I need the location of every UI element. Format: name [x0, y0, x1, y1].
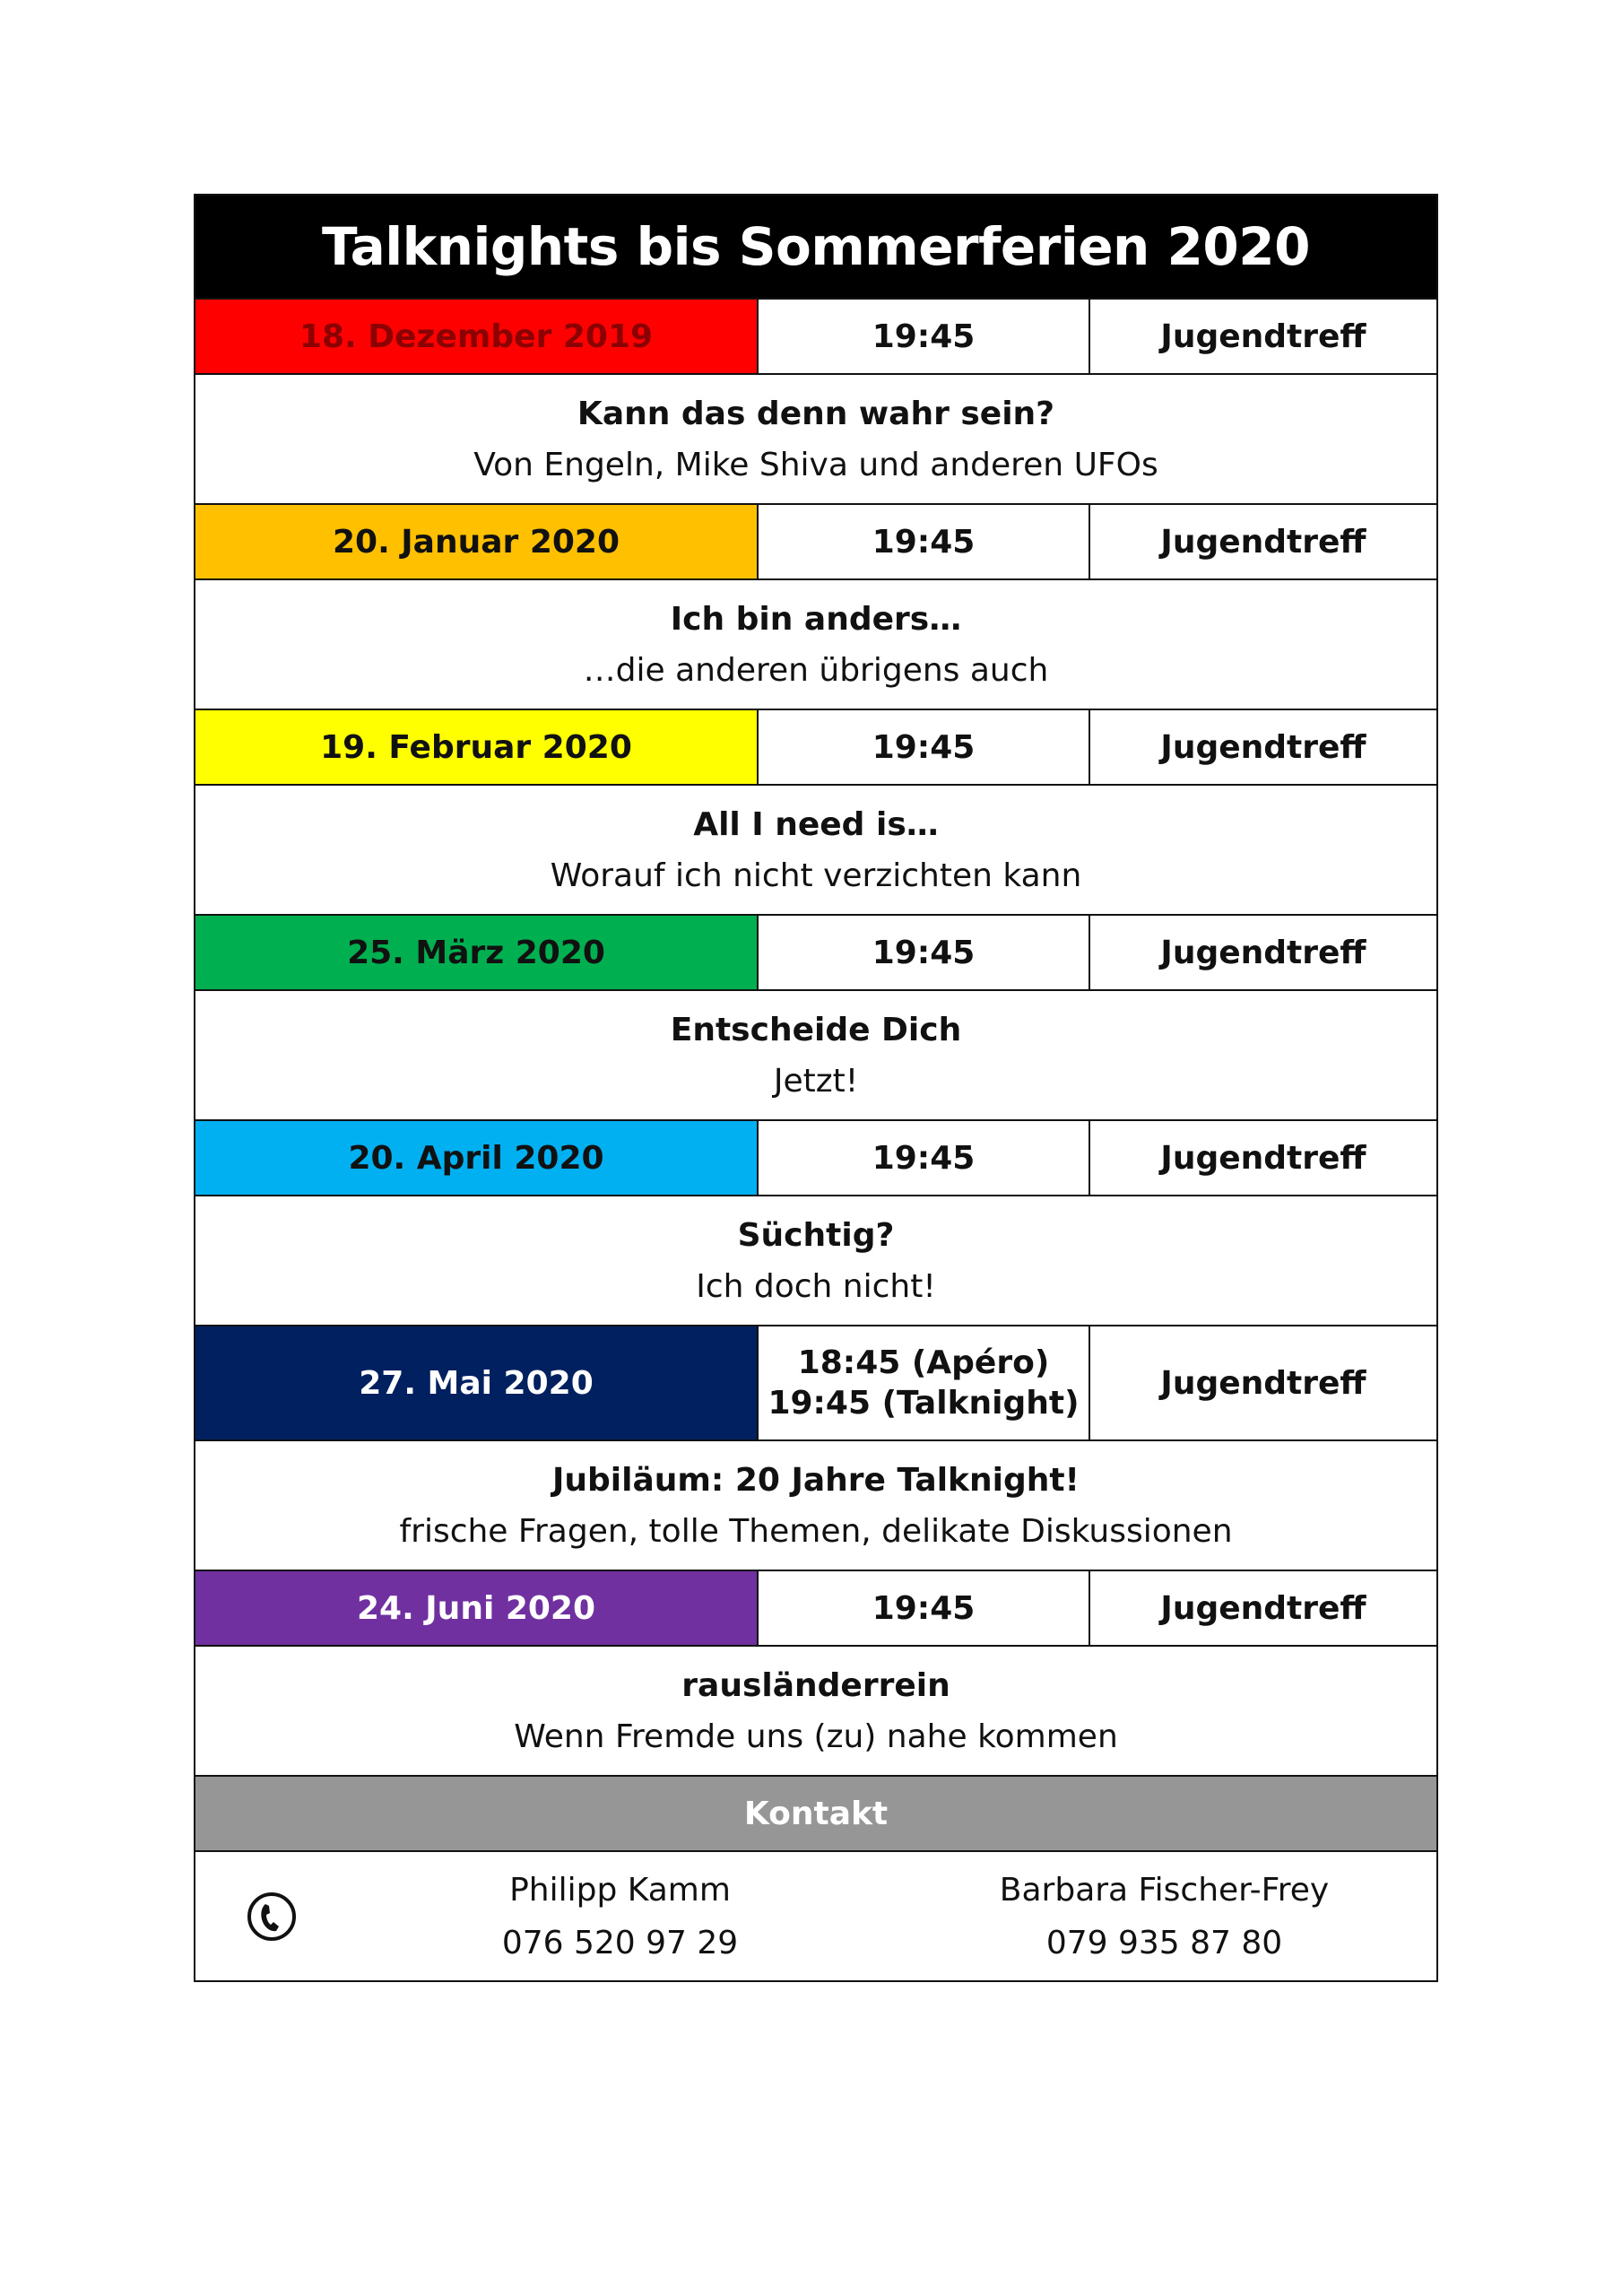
contact-person [892, 1872, 1436, 1961]
event-topic-row [195, 1645, 1436, 1775]
event-topic-row [195, 1195, 1436, 1325]
event-place: Jugendtreff [1160, 728, 1366, 766]
contact-row [195, 1850, 1436, 1980]
event-time: 19:45 [759, 916, 1090, 989]
event-subtitle: Ich doch nicht! [696, 1267, 936, 1305]
event-time: 19:45 [759, 1121, 1090, 1195]
event-topic-row [195, 373, 1436, 503]
event-place: Jugendtreff [1160, 317, 1366, 355]
event-date: 20. April 2020 [195, 1121, 759, 1195]
contact-name: Philipp Kamm [509, 1871, 731, 1909]
event-date: 20. Januar 2020 [195, 505, 759, 578]
event-time [759, 1326, 1090, 1439]
event-time: 19:45 [759, 1571, 1090, 1645]
event-topic-row [195, 1439, 1436, 1570]
contact-heading: Kontakt [195, 1775, 1436, 1850]
event-topic: Entscheide Dich [670, 1011, 962, 1048]
event-subtitle: …die anderen übrigens auch [583, 651, 1049, 689]
event-topic: Jubiläum: 20 Jahre Talknight! [552, 1461, 1080, 1499]
event-time: 19:45 [759, 300, 1090, 373]
contact-person [348, 1872, 892, 1961]
event-date: 19. Februar 2020 [195, 710, 759, 784]
contact-phone: 076 520 97 29 [501, 1924, 739, 1961]
event-time-apero: 18:45 (Apéro) [797, 1344, 1050, 1381]
event-subtitle: Worauf ich nicht verzichten kann [550, 857, 1082, 894]
event-topic-row [195, 578, 1436, 709]
event-date: 25. März 2020 [195, 916, 759, 989]
event-header-row [195, 1325, 1436, 1439]
contact-phone: 079 935 87 80 [1045, 1924, 1283, 1961]
event-time: 19:45 [759, 710, 1090, 784]
event-subtitle: Jetzt! [773, 1062, 859, 1100]
event-date: 18. Dezember 2019 [195, 300, 759, 373]
event-date: 27. Mai 2020 [195, 1326, 759, 1439]
contact-name: Barbara Fischer-Frey [999, 1871, 1330, 1909]
event-topic: rausländerrein [681, 1666, 950, 1704]
event-place: Jugendtreff [1160, 1589, 1366, 1627]
event-time: 19:45 [759, 505, 1090, 578]
event-subtitle: frische Fragen, tolle Themen, delikate Diskussionen [399, 1512, 1233, 1550]
event-time-talknight: 19:45 (Talknight) [768, 1385, 1080, 1422]
event-header-row [195, 914, 1436, 989]
event-topic-row [195, 784, 1436, 914]
event-header-row [195, 709, 1436, 784]
event-subtitle: Von Engeln, Mike Shiva und anderen UFOs [473, 446, 1158, 483]
event-topic: Kann das denn wahr sein? [577, 395, 1055, 432]
phone-icon [195, 1891, 348, 1943]
schedule-table [194, 194, 1438, 1982]
event-place: Jugendtreff [1160, 523, 1366, 561]
event-place: Jugendtreff [1160, 1364, 1366, 1402]
event-topic: All I need is… [693, 805, 939, 843]
event-topic: Süchtig? [737, 1216, 895, 1254]
event-header-row [195, 503, 1436, 578]
event-topic: Ich bin anders… [670, 600, 962, 638]
page-title: Talknights bis Sommerferien 2020 [195, 196, 1436, 298]
event-topic-row [195, 989, 1436, 1119]
event-place: Jugendtreff [1160, 1139, 1366, 1177]
event-subtitle: Wenn Fremde uns (zu) nahe kommen [514, 1718, 1118, 1755]
event-date: 24. Juni 2020 [195, 1571, 759, 1645]
event-place: Jugendtreff [1160, 934, 1366, 971]
event-header-row [195, 298, 1436, 373]
event-header-row [195, 1119, 1436, 1195]
event-header-row [195, 1570, 1436, 1645]
